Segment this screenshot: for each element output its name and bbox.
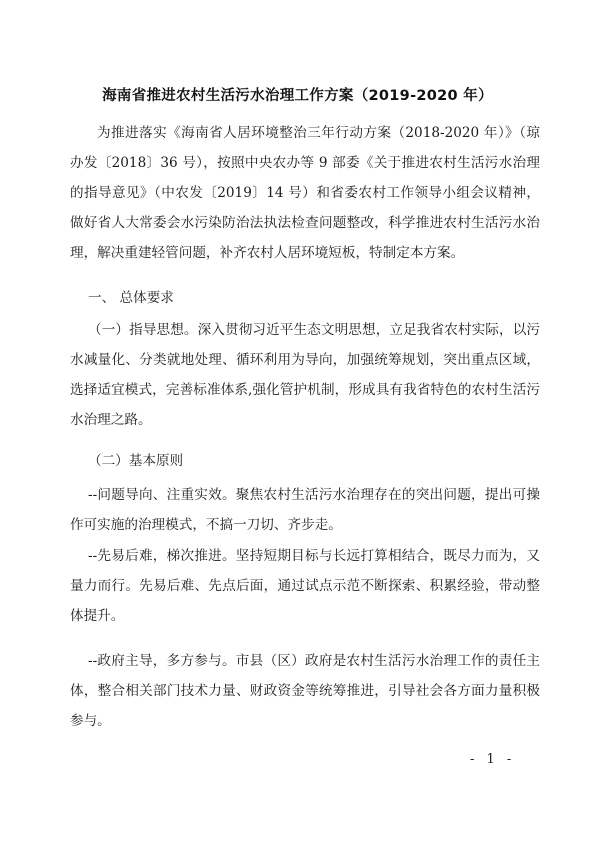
- principle-government-led: --政府主导，多方参与。市县（区）政府是农村生活污水治理工作的责任主体，整合相关部门技术力量、财政资金等统筹推进，引导社会各方面力量积极参与。: [70, 653, 540, 729]
- principle-easy-first: --先易后难，梯次推进。坚持短期目标与长远打算相结合，既尽力而为，又量力而行。先易后难、先点后面，通过试点示范不断探索、积累经验，带动整体提升。: [70, 548, 540, 624]
- section-heading-basic-principles: （二）基本原则: [88, 453, 184, 469]
- principle-problem-oriented: --问题导向、注重实效。聚焦农村生活污水治理存在的突出问题，提出可操作可实施的治理模式，不搞一刀切、齐步走。: [70, 487, 540, 533]
- document-title: 海南省推进农村生活污水治理工作方案（2019-2020 年）: [102, 88, 493, 104]
- guiding-ideology-paragraph: （一）指导思想。深入贯彻习近平生态文明思想，立足我省农村实际，以污水减量化、分类就地处理、循环利用为导向，加强统筹规划，突出重点区域，选择适宜模式，完善标准体系,强化管护机制，形成具有我省特色的农村生活污水治理之路。: [70, 322, 540, 428]
- page-number: - 1 -: [470, 752, 516, 767]
- intro-paragraph: 为推进落实《海南省人居环境整治三年行动方案（2018-2020 年）》（琼办发〔2018〕36 号），按照中央农办等 9 部委《关于推进农村生活污水治理的指导意见》（中农发〔2019〕14 号）和省委农村工作领导小组会议精神，做好省人大常委会水污染防治法执法检查问题整改，科学推进农村生活污水治理，解决重建轻管问题，补齐农村人居环境短板，特制定本方案。: [70, 125, 540, 261]
- section-heading-general-requirements: 一、 总体要求: [88, 290, 174, 306]
